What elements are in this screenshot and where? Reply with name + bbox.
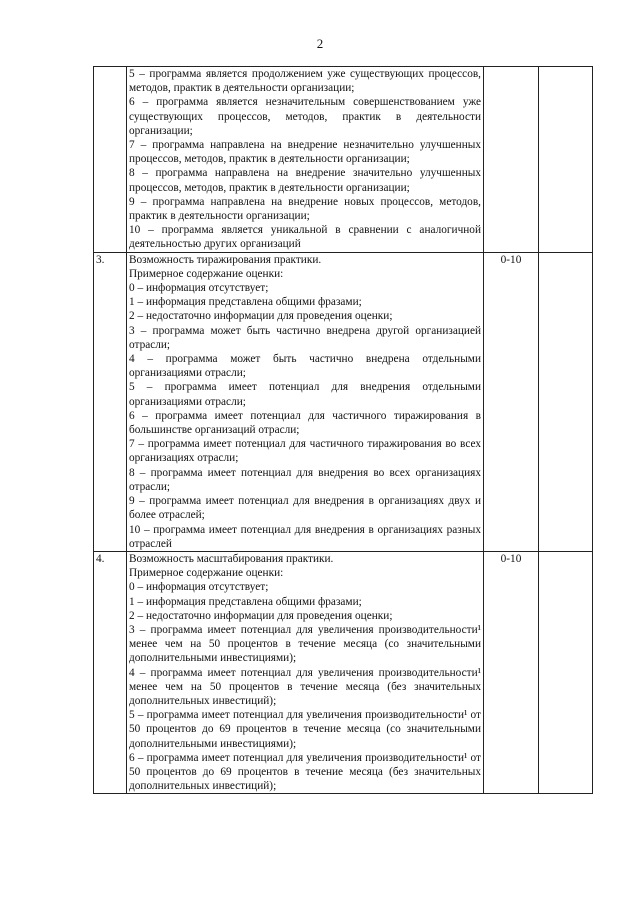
criterion-title: Возможность тиражирования практики. xyxy=(129,253,322,266)
table-row xyxy=(94,252,593,551)
criterion-line: 8 – программа имеет потенциал для внедрения во всех организациях отрасли; xyxy=(129,466,481,493)
criterion-line: 3 – программа может быть частично внедрена другой организацией отрасли; xyxy=(129,324,481,351)
criterion-line: 10 – программа является уникальной в сравнении с аналогичной деятельностью других организаций xyxy=(129,224,481,251)
criterion-line: 6 – программа имеет потенциал для частичного тиражирования в большинстве организаций отрасли; xyxy=(129,409,481,437)
criterion-line: 6 – программа имеет потенциал для увеличения производительности¹ от 50 процентов до 69 процентов в течение месяца (без значительных дополнительных инвестиций); xyxy=(129,751,481,793)
criterion-line: 9 – программа имеет потенциал для внедрения в организациях двух и более отраслей; xyxy=(129,495,481,522)
page-number: 2 xyxy=(316,36,324,51)
criterion-line: 5 – программа имеет потенциал для внедрения отдельными организациями отрасли; xyxy=(129,381,481,408)
criterion-line: 4 – программа имеет потенциал для увеличения производительности¹ менее чем на 50 процентов в течение месяца (без значительных дополнительных инвестиций); xyxy=(129,666,481,707)
criterion-line: 4 – программа может быть частично внедрена отдельными организациями отрасли; xyxy=(129,353,481,380)
criterion-description-cell xyxy=(127,551,484,793)
criterion-line: 7 – программа имеет потенциал для частичного тиражирования во всех организациях отрасли; xyxy=(129,438,481,465)
criterion-line: Примерное содержание оценки: xyxy=(129,567,284,580)
criterion-line: 2 – недостаточно информации для проведения оценки; xyxy=(129,609,393,622)
criterion-line: 6 – программа является незначительным совершенствованием уже существующих процессов, методов, практик в деятельности организации; xyxy=(129,96,481,137)
criteria-table xyxy=(93,66,593,794)
criterion-line: 3 – программа имеет потенциал для увеличения производительности¹ менее чем на 50 процентов в течение месяца (со значительными дополнительными инвестициями); xyxy=(129,623,481,665)
criterion-line: 1 – информация представлена общими фразами; xyxy=(129,595,362,608)
criterion-line: 10 – программа имеет потенциал для внедрения в организациях разных отраслей xyxy=(129,523,481,550)
criterion-description-cell xyxy=(127,67,484,253)
table-row xyxy=(94,67,593,253)
row-number-cell xyxy=(94,67,127,253)
criterion-line: 5 – программа является продолжением уже существующих процессов, методов, практик в деятельности организации; xyxy=(129,68,481,95)
row-number-cell: 3. xyxy=(94,252,127,551)
criterion-line: 1 – информация представлена общими фразами; xyxy=(129,296,362,309)
score-range-cell: 0-10 xyxy=(484,551,539,793)
score-range-cell xyxy=(484,67,539,253)
criterion-description-cell xyxy=(127,252,484,551)
empty-cell xyxy=(539,67,593,253)
score-range-cell: 0-10 xyxy=(484,252,539,551)
criterion-line: 8 – программа направлена на внедрение значительно улучшенных процессов, методов, практик в деятельности организации; xyxy=(129,167,481,194)
row-number-cell: 4. xyxy=(94,551,127,793)
criterion-line: 5 – программа имеет потенциал для увеличения производительности¹ от 50 процентов до 69 процентов в течение месяца (со значительными дополнительными инвестициями); xyxy=(129,709,481,750)
empty-cell xyxy=(539,551,593,793)
criterion-line: 7 – программа направлена на внедрение незначительно улучшенных процессов, методов, практик в деятельности организации; xyxy=(129,139,481,166)
criterion-line: 9 – программа направлена на внедрение новых процессов, методов, практик в деятельности организации; xyxy=(129,195,481,223)
empty-cell xyxy=(539,252,593,551)
criterion-line: 0 – информация отсутствует; xyxy=(129,581,269,594)
criterion-title: Возможность масштабирования практики. xyxy=(129,552,334,565)
criterion-line: 0 – информация отсутствует; xyxy=(129,282,269,295)
criterion-line: 2 – недостаточно информации для проведения оценки; xyxy=(129,310,393,323)
table-row xyxy=(94,551,593,793)
criterion-line: Примерное содержание оценки: xyxy=(129,267,284,280)
